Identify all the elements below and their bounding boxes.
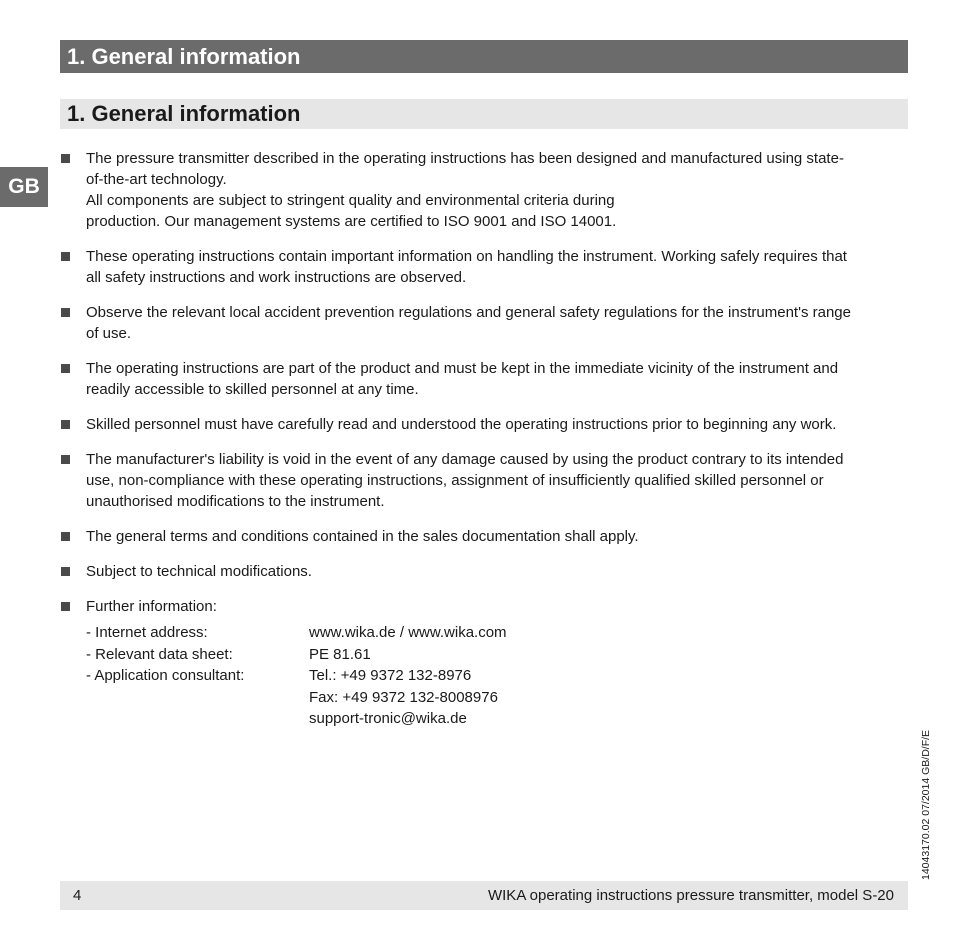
bullet-item-6: [60, 449, 910, 512]
text-line: of use.: [86, 325, 132, 342]
bullet-item-5: [60, 414, 910, 435]
further-information-table: [86, 622, 910, 730]
square-bullet-icon: [61, 455, 70, 464]
section-header-dark: 1. General information: [60, 40, 908, 73]
text-line: all safety instructions and work instructions are observed.: [86, 269, 467, 286]
fax-number: Fax: +49 9372 132-8008976: [309, 688, 498, 706]
text-line: unauthorised modifications to the instrument.: [86, 493, 385, 510]
language-tab: GB: [0, 167, 48, 207]
info-values: [309, 665, 498, 730]
phone-number: Tel.: +49 9372 132-8976: [309, 667, 472, 684]
bullet-item-9: [60, 596, 910, 617]
info-row-internet: [86, 622, 910, 644]
info-row-data-sheet: [86, 644, 910, 666]
info-value: PE 81.61: [309, 645, 371, 663]
document-code: 14043170.02 07/2014 GB/D/F/E: [920, 729, 932, 880]
text-line: Observe the relevant local accident prevention regulations and general safety regulations for the instrument's range: [86, 304, 851, 321]
text-line: The operating instructions are part of the product and must be kept in the immediate vicinity of the instrument and: [86, 360, 839, 377]
info-label: - Internet address:: [86, 624, 208, 641]
text-line: All components are subject to stringent quality and environmental criteria during: [86, 192, 615, 209]
email-link[interactable]: support-tronic@wika.de: [309, 710, 467, 727]
text-line: readily accessible to skilled personnel at any time.: [86, 381, 419, 398]
page-number: 4: [73, 887, 82, 904]
website-link[interactable]: www.wika.de / www.wika.com: [309, 624, 507, 641]
bullet-item-7: [60, 526, 910, 547]
text-line: use, non-compliance with these operating instructions, assignment of insufficiently qualified skilled personnel or: [86, 472, 824, 489]
text-line: production. Our management systems are certified to ISO 9001 and ISO 14001.: [86, 213, 617, 230]
info-label: - Application consultant:: [86, 667, 245, 684]
text-line: These operating instructions contain important information on handling the instrument. Working safely requires that: [86, 248, 847, 265]
bullet-item-4: [60, 358, 910, 400]
square-bullet-icon: [61, 567, 70, 576]
square-bullet-icon: [61, 252, 70, 261]
square-bullet-icon: [61, 154, 70, 163]
square-bullet-icon: [61, 532, 70, 541]
text-line: of-the-art technology.: [86, 171, 227, 188]
square-bullet-icon: [61, 308, 70, 317]
square-bullet-icon: [61, 602, 70, 611]
text-line: Further information:: [86, 598, 217, 615]
text-line: The manufacturer's liability is void in the event of any damage caused by using the product contrary to its intended: [86, 451, 844, 468]
document-title: WIKA operating instructions pressure transmitter, model S-20: [487, 887, 894, 904]
info-values: [309, 622, 507, 644]
bullet-item-2: [60, 246, 910, 288]
info-values: [309, 644, 371, 666]
bullet-item-1: [60, 148, 910, 232]
text-line: Skilled personnel must have carefully read and understood the operating instructions prior to beginning any work.: [86, 416, 837, 433]
bullet-item-8: [60, 561, 910, 582]
content-body: [60, 148, 910, 730]
section-header-light: 1. General information: [60, 99, 908, 129]
bullet-item-3: [60, 302, 910, 344]
text-line: The general terms and conditions contained in the sales documentation shall apply.: [86, 528, 639, 545]
square-bullet-icon: [61, 420, 70, 429]
text-line: The pressure transmitter described in the operating instructions has been designed and manufactured using state-: [86, 150, 844, 167]
info-row-consultant: [86, 665, 910, 730]
text-line: Subject to technical modifications.: [86, 563, 312, 580]
info-label: - Relevant data sheet:: [86, 645, 233, 663]
square-bullet-icon: [61, 364, 70, 373]
page-footer: [60, 881, 908, 910]
